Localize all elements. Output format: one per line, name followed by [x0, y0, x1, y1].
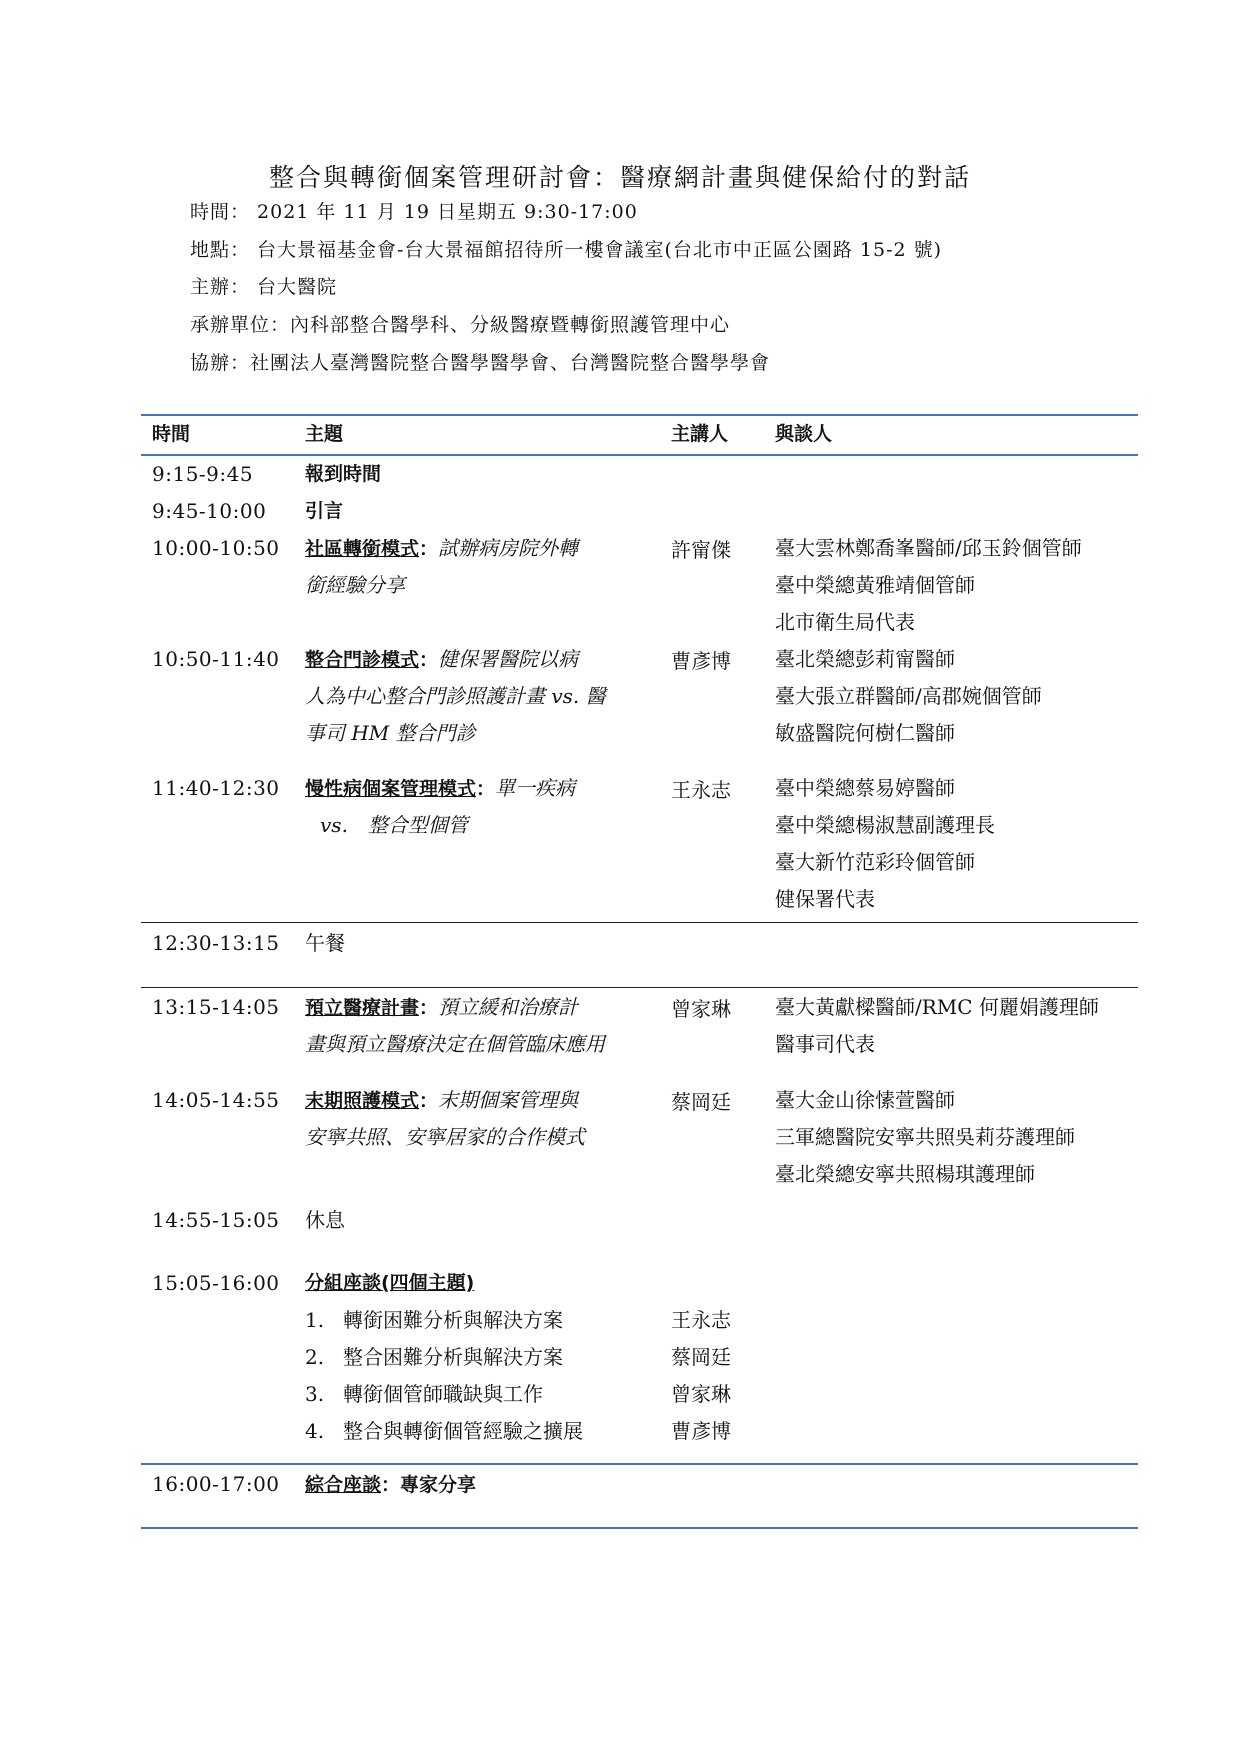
panelist: 臺大雲林鄭喬峯醫師/邱玉鈴個管師 — [775, 536, 1082, 560]
list-number: 1. — [305, 1308, 325, 1332]
topic-desc: 人為中心整合門診照護計畫 vs. 醫 — [305, 684, 606, 708]
list-text: 整合與轉銜個管經驗之擴展 — [343, 1419, 583, 1443]
topic-desc: 試辦病房院外轉 — [438, 536, 579, 560]
row-time: 16:00-17:00 — [152, 1472, 280, 1496]
row-speaker: 曹彥博 — [671, 649, 731, 673]
topic-desc: 事司 HM 整合門診 — [305, 721, 476, 745]
list-number: 2. — [305, 1345, 325, 1369]
topic-separator: ： — [381, 1474, 401, 1496]
row-topic: 報到時間 — [305, 463, 382, 485]
topic-separator: ： — [419, 538, 439, 560]
event-time: 時間： 2021 年 11 月 19 日星期五 9:30-17:00 — [190, 201, 638, 223]
row-topic — [305, 1082, 578, 1120]
panelist: 臺中榮總楊淑慧副護理長 — [775, 813, 995, 837]
topic-title: 整合門診模式 — [305, 649, 420, 671]
list-text: 轉銜個管師職缺與工作 — [343, 1382, 543, 1406]
row-speaker: 王永志 — [671, 1308, 731, 1332]
row-time: 11:40-12:30 — [152, 776, 280, 800]
row-time: 14:55-15:05 — [152, 1208, 280, 1232]
topic-desc: 健保署醫院以病 — [438, 647, 579, 671]
event-location: 地點： 台大景福基金會-台大景福館招待所一樓會議室(台北市中正區公園路 15-2 號) — [190, 239, 943, 261]
row-topic: 分組座談(四個主題) — [305, 1272, 475, 1294]
row-speaker: 許甯傑 — [671, 538, 731, 562]
topic-desc: 末期個案管理與 — [438, 1088, 579, 1112]
panelist: 臺中榮總蔡易婷醫師 — [775, 776, 955, 800]
topic-title: 末期照護模式 — [305, 1090, 420, 1112]
list-item — [305, 1302, 563, 1339]
topic-desc: 安寧共照、安寧居家的合作模式 — [305, 1125, 585, 1149]
panelist: 健保署代表 — [775, 887, 875, 911]
row-speaker: 曾家琳 — [671, 1382, 731, 1406]
list-item — [305, 1376, 543, 1413]
row-speaker: 蔡岡廷 — [671, 1345, 731, 1369]
row-time: 13:15-14:05 — [152, 995, 280, 1019]
row-speaker: 曾家琳 — [671, 997, 731, 1021]
panelist: 臺大黃獻樑醫師/RMC 何麗娟護理師 — [775, 995, 1099, 1019]
row-time: 10:50-11:40 — [152, 647, 280, 671]
list-text: 轉銜困難分析與解決方案 — [343, 1308, 563, 1332]
topic-title: 綜合座談 — [305, 1474, 382, 1496]
topic-desc: 預立緩和治療計 — [438, 995, 579, 1019]
panelist: 北市衛生局代表 — [775, 610, 915, 634]
topic-separator: ： — [476, 778, 496, 800]
panelist: 臺大金山徐愫萱醫師 — [775, 1088, 955, 1112]
topic-desc: 專家分享 — [400, 1474, 477, 1496]
panelist: 三軍總醫院安寧共照吳莉芬護理師 — [775, 1125, 1075, 1149]
event-organizer: 承辦單位：內科部整合醫學科、分級醫療暨轉銜照護管理中心 — [190, 314, 731, 336]
list-item — [305, 1413, 583, 1450]
row-divider — [141, 1463, 1138, 1465]
row-topic — [305, 641, 578, 679]
row-divider — [141, 987, 1138, 988]
row-time: 9:15-9:45 — [152, 462, 254, 486]
row-topic — [305, 989, 578, 1027]
row-speaker: 王永志 — [671, 778, 731, 802]
row-topic — [305, 770, 575, 808]
topic-desc: 單一疾病 — [495, 776, 576, 800]
panelist: 臺北榮總安寧共照楊琪護理師 — [775, 1162, 1035, 1186]
list-item — [305, 1339, 563, 1376]
event-host: 主辦： 台大醫院 — [190, 276, 338, 298]
header-speaker: 主講人 — [671, 423, 729, 445]
topic-separator: ： — [419, 997, 439, 1019]
header-panel: 與談人 — [775, 423, 833, 445]
topic-title: 社區轉銜模式 — [305, 538, 420, 560]
row-time: 9:45-10:00 — [152, 499, 267, 523]
page-title: 整合與轉銜個案管理研討會：醫療網計畫與健保給付的對話 — [268, 163, 971, 192]
row-speaker: 曹彥博 — [671, 1419, 731, 1443]
row-topic: 午餐 — [305, 931, 345, 955]
table-bottom-rule — [141, 1527, 1138, 1529]
panelist: 醫事司代表 — [775, 1032, 875, 1056]
topic-desc: vs. 整合型個管 — [320, 813, 468, 837]
header-topic: 主題 — [305, 423, 344, 445]
table-header-rule — [141, 454, 1138, 456]
topic-separator: ： — [419, 1090, 439, 1112]
row-divider — [141, 922, 1138, 923]
row-topic: 引言 — [305, 500, 344, 522]
header-time: 時間 — [152, 423, 191, 445]
panelist: 敏盛醫院何樹仁醫師 — [775, 721, 955, 745]
row-topic — [305, 530, 578, 568]
row-time: 15:05-16:00 — [152, 1271, 280, 1295]
panelist: 臺中榮總黃雅靖個管師 — [775, 573, 975, 597]
topic-title: 慢性病個案管理模式 — [305, 778, 477, 800]
topic-desc: 畫與預立醫療決定在個管臨床應用 — [305, 1032, 605, 1056]
table-top-rule — [141, 414, 1138, 416]
panelist: 臺北榮總彭莉甯醫師 — [775, 647, 955, 671]
event-co-organizer: 協辦：社團法人臺灣醫院整合醫學醫學會、台灣醫院整合醫學學會 — [190, 352, 771, 374]
topic-title: 預立醫療計畫 — [305, 997, 420, 1019]
row-time: 14:05-14:55 — [152, 1088, 280, 1112]
row-time: 12:30-13:15 — [152, 931, 280, 955]
row-speaker: 蔡岡廷 — [671, 1090, 731, 1114]
row-time: 10:00-10:50 — [152, 536, 280, 560]
row-topic: 休息 — [305, 1208, 345, 1232]
list-number: 3. — [305, 1382, 325, 1406]
topic-desc: 銜經驗分享 — [305, 573, 405, 597]
panelist: 臺大新竹范彩玲個管師 — [775, 850, 975, 874]
row-topic — [305, 1466, 476, 1504]
list-text: 整合困難分析與解決方案 — [343, 1345, 563, 1369]
panelist: 臺大張立群醫師/高郡婉個管師 — [775, 684, 1042, 708]
topic-separator: ： — [419, 649, 439, 671]
list-number: 4. — [305, 1419, 325, 1443]
